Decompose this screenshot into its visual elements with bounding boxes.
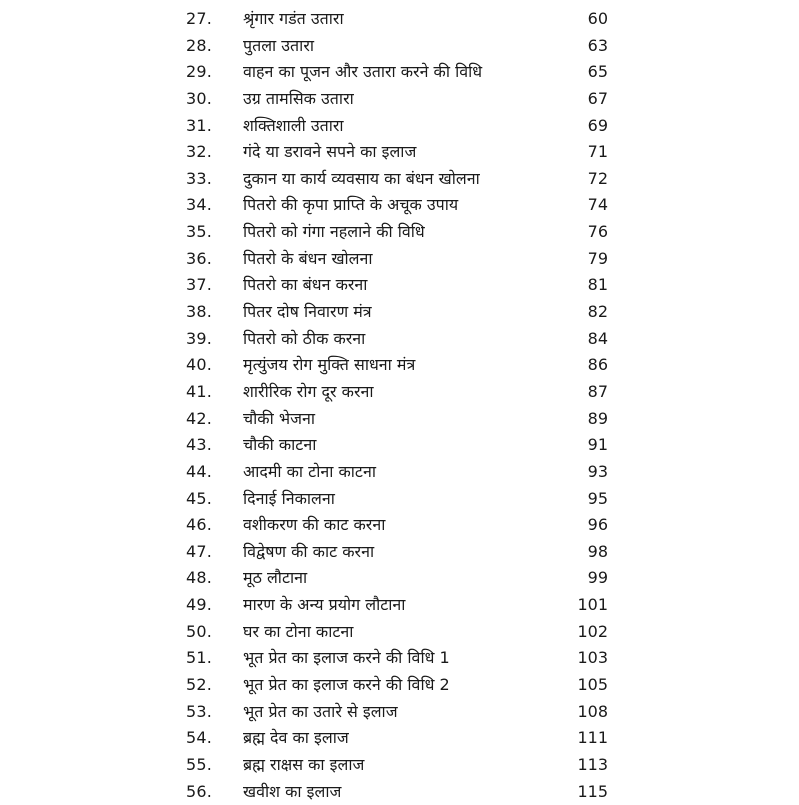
toc-entry-page-number: 99: [587, 568, 608, 588]
toc-entry: [186, 33, 612, 60]
toc-entry-number: 47.: [186, 541, 213, 561]
toc-entry: [186, 59, 612, 86]
toc-entry-page-number: 89: [587, 408, 608, 428]
toc-entry-number: 30.: [186, 88, 213, 108]
toc-entry-page-number: 81: [587, 275, 608, 295]
toc-entry-page-number: 63: [587, 35, 608, 55]
toc-entry-number: 32.: [186, 142, 213, 162]
toc-entry-page-number: 60: [587, 9, 608, 28]
toc-entry-title: पितरो की कृपा प्राप्ति के अचूक उपाय: [243, 195, 459, 215]
toc-entry-title: चौकी भेजना: [243, 408, 315, 428]
toc-entry: [186, 6, 612, 33]
toc-entry-number: 51.: [186, 648, 213, 668]
toc-entry-page-number: 93: [587, 461, 608, 481]
toc-entry-page-number: 98: [587, 541, 608, 561]
toc-entry: [186, 406, 612, 433]
toc-entry-title: भूत प्रेत का इलाज करने की विधि 2: [243, 675, 450, 695]
toc-entry: [186, 272, 612, 299]
toc-entry-page-number: 102: [577, 621, 608, 641]
toc-entry: [186, 672, 612, 699]
toc-entry-number: 54.: [186, 728, 213, 748]
toc-entry-number: 31.: [186, 115, 213, 135]
toc-entry-title: दुकान या कार्य व्यवसाय का बंधन खोलना: [243, 168, 480, 188]
toc-entry-number: 55.: [186, 754, 213, 774]
toc-entry-number: 27.: [186, 9, 213, 28]
toc-entry-title: घर का टोना काटना: [243, 621, 354, 641]
toc-entry-page-number: 86: [587, 355, 608, 375]
toc-entry: [186, 299, 612, 326]
toc-entry: [186, 645, 612, 672]
toc-entry: [186, 192, 612, 219]
toc-entry: [186, 352, 612, 379]
toc-entry-page-number: 101: [577, 595, 608, 615]
toc-entry: [186, 139, 612, 166]
toc-entry: [186, 699, 612, 726]
toc-entry-page-number: 113: [577, 754, 608, 774]
toc-entry-title: पितरो को गंगा नहलाने की विधि: [243, 222, 425, 242]
toc-entry: [186, 86, 612, 113]
toc-entry-title: शक्तिशाली उतारा: [243, 115, 344, 135]
toc-entry: [186, 539, 612, 566]
toc-entry-page-number: 67: [587, 88, 608, 108]
toc-entry: [186, 512, 612, 539]
toc-entry-page-number: 69: [587, 115, 608, 135]
toc-entry: [186, 752, 612, 779]
toc-entry-number: 42.: [186, 408, 213, 428]
toc-entry-title: वाहन का पूजन और उतारा करने की विधि: [243, 62, 483, 82]
toc-entry: [186, 219, 612, 246]
toc-entry-page-number: 105: [577, 675, 608, 695]
toc-entry-number: 33.: [186, 168, 213, 188]
toc-entry-number: 49.: [186, 595, 213, 615]
toc-entry-title: ब्रह्म राक्षस का इलाज: [243, 754, 365, 774]
toc-entry: [186, 166, 612, 193]
toc-entry-number: 56.: [186, 781, 213, 801]
toc-entry-page-number: 82: [587, 302, 608, 322]
toc-entry-number: 28.: [186, 35, 213, 55]
toc-entry-title: गंदे या डरावने सपने का इलाज: [243, 142, 417, 162]
toc-entry-title: मारण के अन्य प्रयोग लौटाना: [243, 595, 406, 615]
toc-entry-title: आदमी का टोना काटना: [243, 461, 377, 481]
toc-entry-page-number: 111: [577, 728, 608, 748]
toc-entry-number: 53.: [186, 701, 213, 721]
toc-entry: [186, 432, 612, 459]
toc-entry: [186, 592, 612, 619]
toc-entry-page-number: 96: [587, 515, 608, 535]
toc-entry-number: 40.: [186, 355, 213, 375]
toc-entry-page-number: 95: [587, 488, 608, 508]
toc-entry-number: 37.: [186, 275, 213, 295]
toc-entry-number: 38.: [186, 302, 213, 322]
toc-entry-number: 36.: [186, 248, 213, 268]
toc-entry: [186, 326, 612, 353]
toc-entry-title: भूत प्रेत का इलाज करने की विधि 1: [243, 648, 450, 668]
toc-entry-title: दिनाई निकालना: [243, 488, 335, 508]
toc-entry-page-number: 84: [587, 328, 608, 348]
toc-entry: [186, 459, 612, 486]
toc-entry: [186, 725, 612, 752]
toc-entry-page-number: 76: [587, 222, 608, 242]
toc-entry-number: 43.: [186, 435, 213, 455]
toc-entry-page-number: 79: [587, 248, 608, 268]
toc-entry-title: शारीरिक रोग दूर करना: [243, 381, 374, 401]
toc-entry-title: चौकी काटना: [243, 435, 317, 455]
toc-entry-title: खवीश का इलाज: [243, 781, 342, 801]
toc-entry-title: भूत प्रेत का उतारे से इलाज: [243, 701, 398, 721]
toc-entry: [186, 113, 612, 140]
toc-entry-page-number: 74: [587, 195, 608, 215]
toc-entry: [186, 379, 612, 406]
toc-entry: [186, 565, 612, 592]
toc-entry-page-number: 103: [577, 648, 608, 668]
toc-entry-title: मृत्युंजय रोग मुक्ति साधना मंत्र: [243, 355, 416, 375]
toc-entry: [186, 619, 612, 646]
toc-entry-number: 39.: [186, 328, 213, 348]
toc-entry-page-number: 91: [587, 435, 608, 455]
toc-entry-page-number: 71: [587, 142, 608, 162]
toc-entry-title: पुतला उतारा: [243, 35, 315, 55]
toc-entry-number: 52.: [186, 675, 213, 695]
toc-entry-page-number: 87: [587, 381, 608, 401]
toc-entry-number: 35.: [186, 222, 213, 242]
toc-entry-title: मूठ लौटाना: [243, 568, 308, 588]
toc-entry-page-number: 108: [577, 701, 608, 721]
toc-entry-title: पितर दोष निवारण मंत्र: [243, 302, 372, 322]
toc-entry: [186, 486, 612, 513]
toc-entry-title: विद्वेषण की काट करना: [243, 541, 375, 561]
toc-entry-number: 34.: [186, 195, 213, 215]
toc-entry-title: पितरो के बंधन खोलना: [243, 248, 373, 268]
toc-entry-title: वशीकरण की काट करना: [243, 515, 386, 535]
table-of-contents: [186, 6, 612, 805]
toc-entry-number: 45.: [186, 488, 213, 508]
toc-entry-number: 29.: [186, 62, 213, 82]
toc-entry-page-number: 72: [587, 168, 608, 188]
toc-entry: [186, 779, 612, 805]
toc-entry-title: पितरो का बंधन करना: [243, 275, 368, 295]
toc-entry-page-number: 115: [577, 781, 608, 801]
toc-entry-title: श्रृंगार गडंत उतारा: [243, 9, 344, 28]
toc-entry-number: 48.: [186, 568, 213, 588]
toc-entry-title: उग्र तामसिक उतारा: [243, 88, 354, 108]
toc-entry-number: 44.: [186, 461, 213, 481]
toc-entry: [186, 246, 612, 273]
toc-entry-title: ब्रह्म देव का इलाज: [243, 728, 349, 748]
toc-entry-number: 50.: [186, 621, 213, 641]
toc-entry-title: पितरो को ठीक करना: [243, 328, 366, 348]
toc-entry-number: 41.: [186, 381, 213, 401]
toc-entry-page-number: 65: [587, 62, 608, 82]
toc-entry-number: 46.: [186, 515, 213, 535]
